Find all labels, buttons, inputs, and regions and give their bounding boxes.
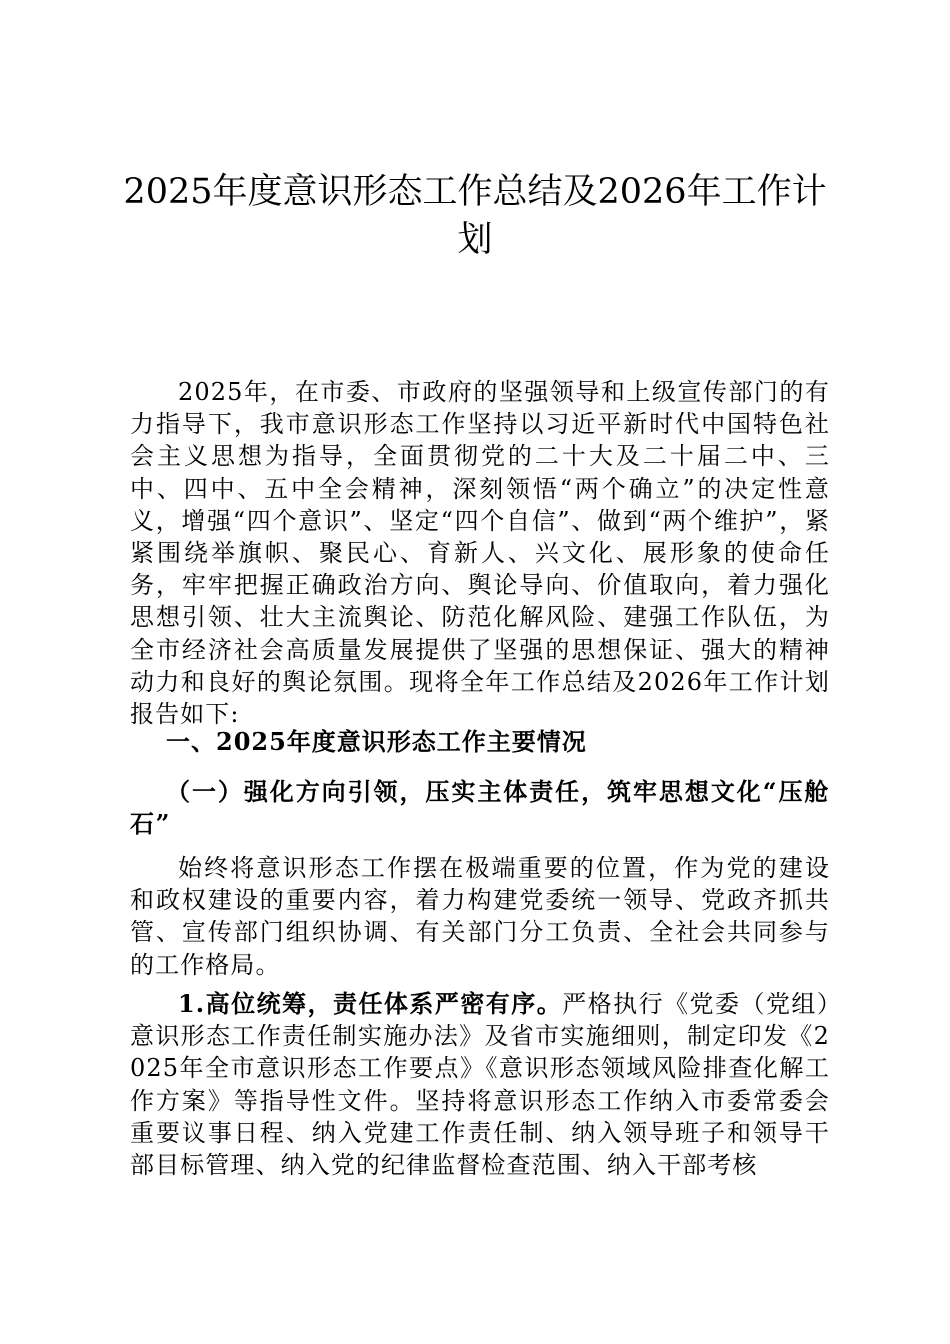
item-text: 严格执行《党委（党组）意识形态工作责任制实施办法》及省市实施细则，制定印发《2025年全市意识形态工作要点》《意识形态领域风险排查化解工作方案》等指导性文件。坚持将意识形态工作纳入市委常委会重要议事日程、纳入党建工作责任制、纳入领导班子和领导干部目标管理、纳入党的纪律监督检查范围、纳入干部考核: [130, 990, 830, 1180]
subsection-heading: （一）强化方向引领，压实主体责任，筑牢思想文化“压舱石”: [130, 777, 830, 838]
intro-paragraph: 2025年，在市委、市政府的坚强领导和上级宣传部门的有力指导下，我市意识形态工作坚持以习近平新时代中国特色社会主义思想为指导，全面贯彻党的二十大及二十届二中、三中、四中、五中全会精神，深刻领悟“两个确立”的决定性意义，增强“四个意识”、坚定“四个自信”、做到“两个维护”，紧紧围绕举旗帜、聚民心、育新人、兴文化、展形象的使命任务，牢牢把握正确政治方向、舆论导向、价值取向，着力强化思想引领、壮大主流舆论、防范化解风险、建强工作队伍，为全市经济社会高质量发展提供了坚强的思想保证、强大的精神动力和良好的舆论氛围。现将全年工作总结及2026年工作计划报告如下:: [130, 378, 830, 729]
document-title: [120, 168, 830, 264]
item-paragraph: [130, 988, 830, 1181]
item-lead: 1.高位统筹，责任体系严密有序。: [178, 989, 563, 1018]
document-title-text: 2025年度意识形态工作总结及2026年工作计划: [123, 172, 827, 260]
section-heading: 一、2025年度意识形态工作主要情况: [166, 727, 587, 756]
subsection-paragraph: 始终将意识形态工作摆在极端重要的位置，作为党的建设和政权建设的重要内容，着力构建党委统一领导、党政齐抓共管、宣传部门组织协调、有关部门分工负责、全社会共同参与的工作格局。: [130, 854, 830, 979]
